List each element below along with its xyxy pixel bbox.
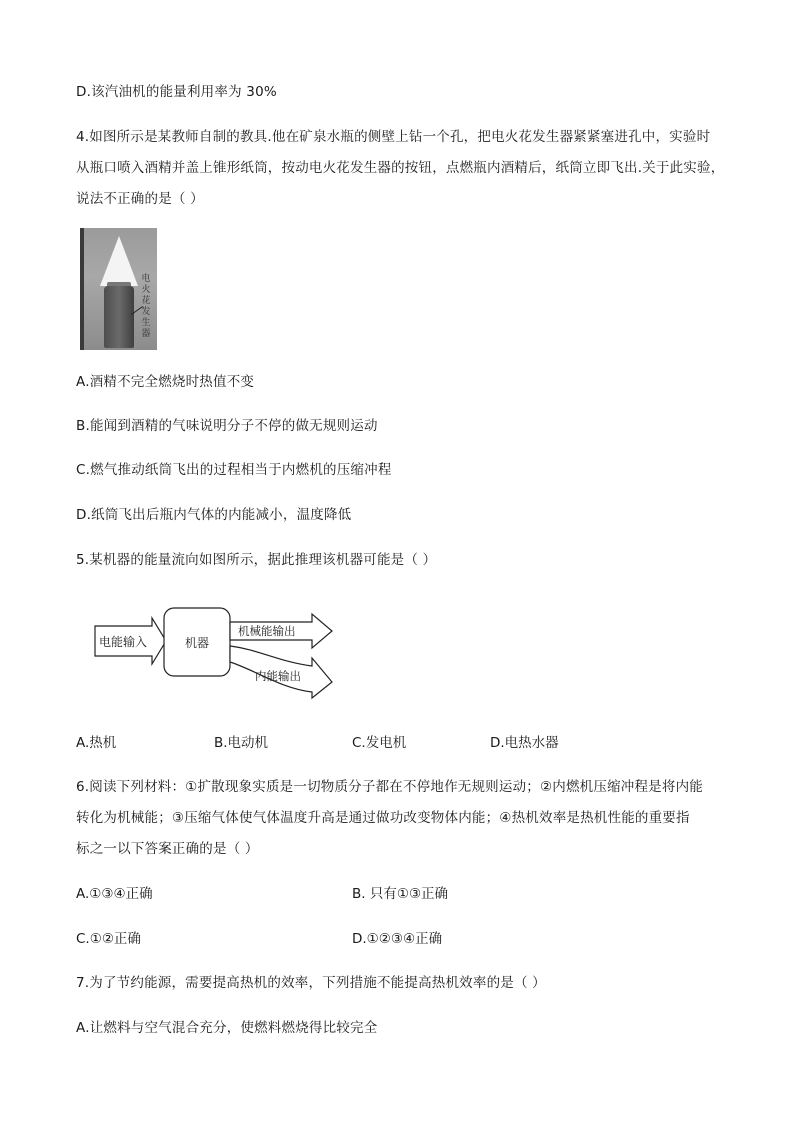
internal-output-label: 内能输出 — [255, 669, 301, 683]
mechanical-output-label: 机械能输出 — [238, 624, 296, 638]
q4-stem-line-3: 说法不正确的是（ ） — [76, 191, 204, 207]
q5-stem: 5.某机器的能量流向如图所示，据此推理该机器可能是（ ） — [76, 552, 437, 568]
q7-stem: 7.为了节约能源，需要提高热机的效率，下列措施不能提高热机效率的是（ ） — [76, 975, 546, 991]
q6-option-d: D.①②③④正确 — [352, 931, 443, 947]
q6-option-a: A.①③④正确 — [76, 886, 153, 902]
mineral-water-bottle — [104, 286, 134, 348]
q5-option-d: D.电热水器 — [490, 735, 559, 751]
q6-option-b: B. 只有①③正确 — [352, 886, 449, 902]
q5-option-b: B.电动机 — [214, 735, 269, 751]
paper-cone — [100, 236, 138, 286]
spark-generator-label: 电火花发生器 — [141, 274, 151, 339]
q6-option-c: C.①②正确 — [76, 931, 141, 947]
q5-option-a: A.热机 — [76, 735, 117, 751]
q5-option-c: C.发电机 — [352, 735, 407, 751]
q4-stem-line-2: 从瓶口喷入酒精并盖上锥形纸筒，按动电火花发生器的按钮，点燃瓶内酒精后，纸筒立即飞出.关于此实验， — [76, 160, 725, 176]
q7-option-a: A.让燃料与空气混合充分，使燃料燃烧得比较完全 — [76, 1020, 378, 1036]
photo-edge — [80, 228, 84, 350]
input-label: 电能输入 — [99, 635, 148, 649]
q4-stem-line-1: 4.如图所示是某教师自制的教具.他在矿泉水瓶的侧壁上钻一个孔，把电火花发生器紧紧塞进孔中，实验时 — [76, 129, 711, 145]
q4-experiment-photo — [80, 228, 157, 350]
q4-option-c: C.燃气推动纸筒飞出的过程相当于内燃机的压缩冲程 — [76, 462, 392, 478]
q3-option-d: D.该汽油机的能量利用率为 30% — [76, 84, 277, 100]
q4-option-a: A.酒精不完全燃烧时热值不变 — [76, 374, 255, 390]
machine-label: 机器 — [185, 636, 210, 650]
q4-option-b: B.能闻到酒精的气味说明分子不停的做无规则运动 — [76, 418, 378, 434]
q5-energy-flow-diagram — [90, 600, 350, 710]
q6-stem-line-1: 6.阅读下列材料：①扩散现象实质是一切物质分子都在不停地作无规则运动；②内燃机压缩冲程是将内能 — [76, 779, 703, 795]
q4-option-d: D.纸筒飞出后瓶内气体的内能减小，温度降低 — [76, 507, 352, 523]
q6-stem-line-2: 转化为机械能；③压缩气体使气体温度升高是通过做功改变物体内能；④热机效率是热机性能的重要指 — [76, 810, 690, 826]
q6-stem-line-3: 标之一以下答案正确的是（ ） — [76, 841, 259, 857]
